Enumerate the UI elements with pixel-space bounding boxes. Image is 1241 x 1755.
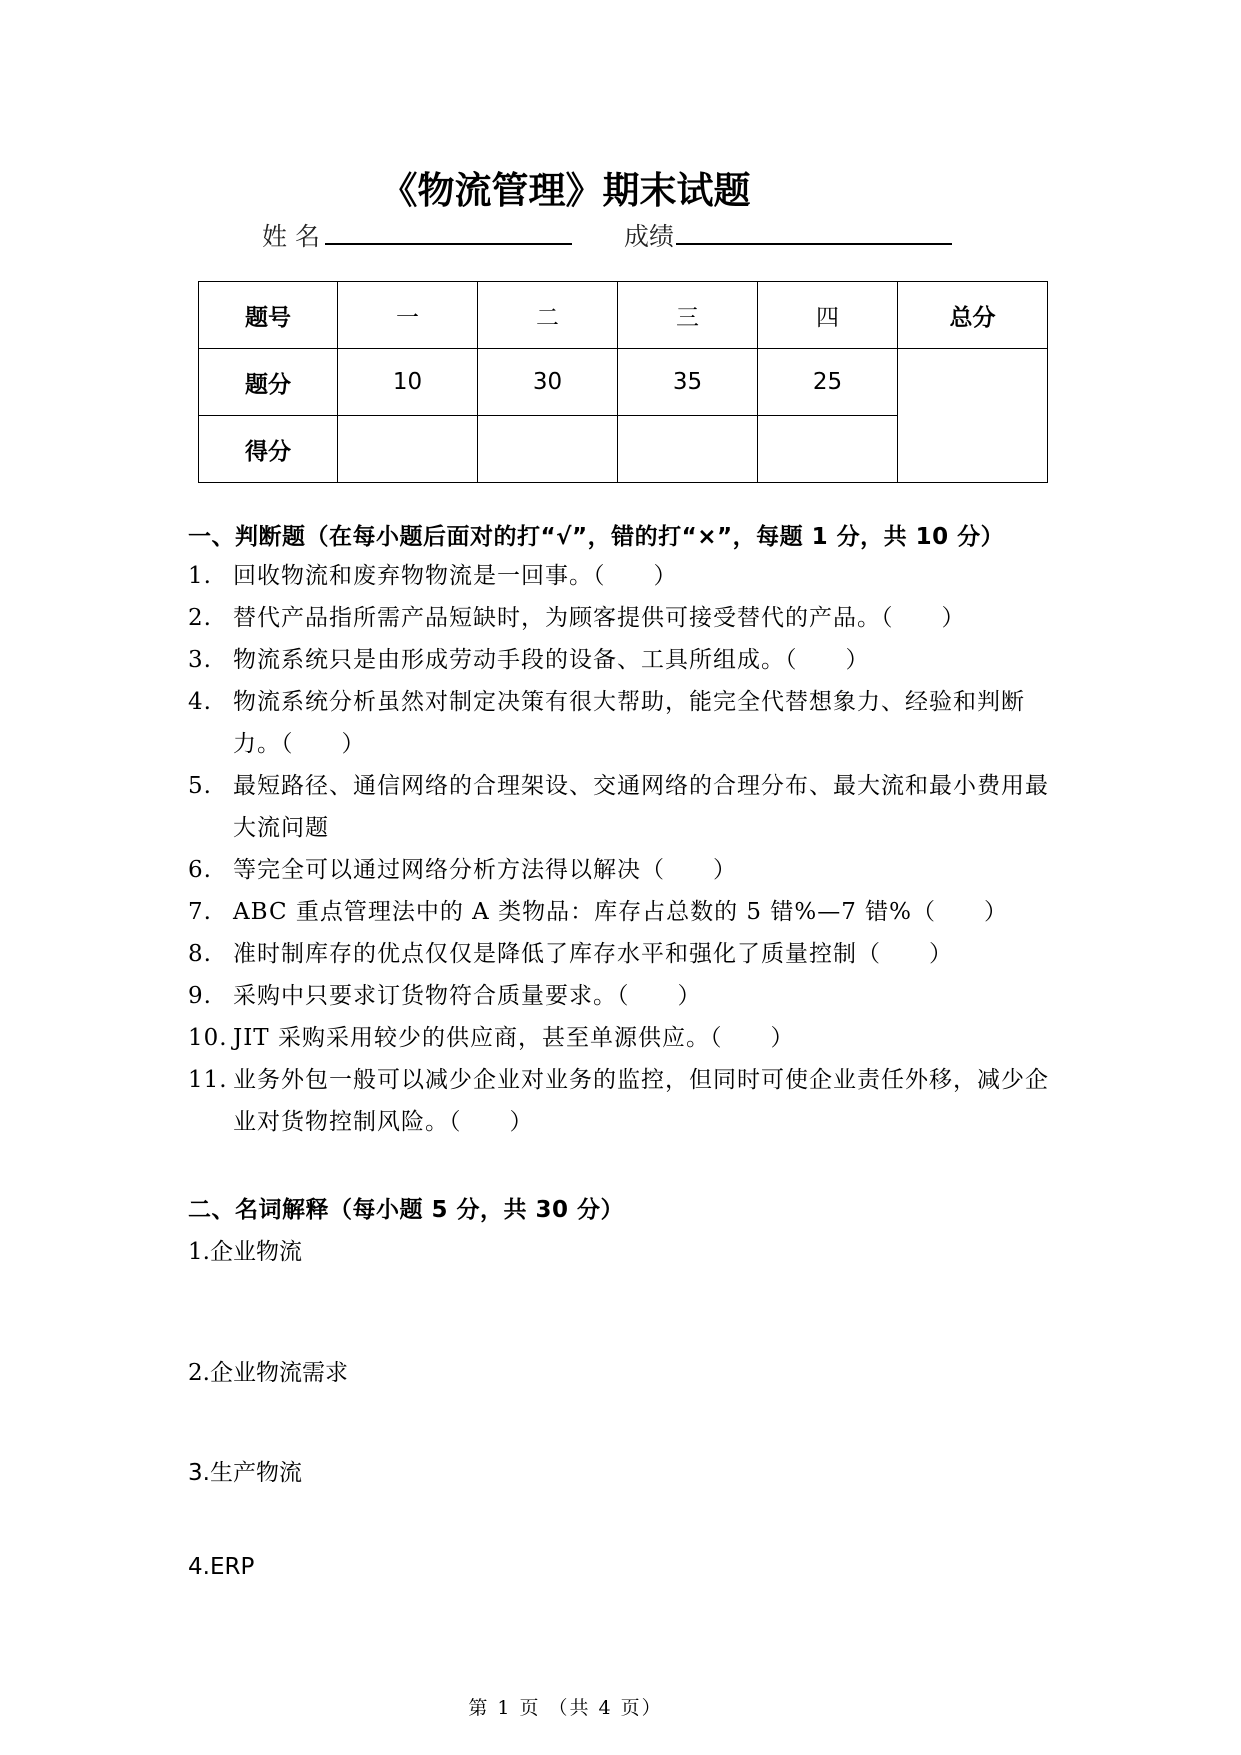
- question-text: 等完全可以通过网络分析方法得以解决（ ）: [233, 857, 737, 883]
- page-footer: 第 1 页 （共 4 页）: [468, 1697, 663, 1719]
- question-number: 1.: [188, 563, 212, 589]
- total-score-cell[interactable]: [898, 349, 1048, 483]
- points-cell-part-4: 25: [758, 349, 898, 416]
- question-text: 准时制库存的优点仅仅是降低了库存水平和强化了质量控制（ ）: [233, 941, 953, 967]
- points-cell-part-2: 30: [478, 349, 618, 416]
- points-cell-part-3: 35: [618, 349, 758, 416]
- score-fill-line[interactable]: [676, 243, 952, 245]
- section-2-heading: 二、名词解释（每小题 5 分，共 30 分）: [188, 1197, 625, 1223]
- question-number: 5.: [188, 773, 212, 799]
- question-item: [188, 1059, 1063, 1143]
- question-item: [188, 933, 1063, 975]
- question-item: [188, 849, 1063, 891]
- question-text: 物流系统只是由形成劳动手段的设备、工具所组成。（ ）: [233, 647, 870, 673]
- question-text: 回收物流和废弃物物流是一回事。（ ）: [233, 563, 678, 589]
- earned-cell-part-4[interactable]: [758, 416, 898, 483]
- question-number: 4.: [188, 689, 212, 715]
- header-cell-part-2: 二: [478, 282, 618, 349]
- header-cell-part-3: 三: [618, 282, 758, 349]
- question-item: [188, 597, 1063, 639]
- section-1-heading: 一、判断题（在每小题后面对的打“√”，错的打“×”，每题 1 分，共 10 分）: [188, 524, 1005, 550]
- question-text: JIT 采购采用较少的供应商，甚至单源供应。（ ）: [233, 1025, 795, 1051]
- earned-cell-part-2[interactable]: [478, 416, 618, 483]
- question-text: 业务外包一般可以减少企业对业务的监控，但同时可使企业责任外移，减少企业对货物控制风险。（ ）: [233, 1067, 1049, 1135]
- question-item: [188, 765, 1063, 849]
- header-cell-part-4: 四: [758, 282, 898, 349]
- earned-row-label: 得分: [199, 416, 338, 483]
- question-item: [188, 891, 1063, 933]
- term-item: 1.企业物流: [188, 1239, 302, 1265]
- question-item: [188, 681, 1063, 765]
- name-label: 姓 名: [262, 222, 320, 251]
- question-number: 9.: [188, 983, 212, 1009]
- score-label: 成绩: [624, 222, 675, 251]
- question-text: 采购中只要求订货物符合质量要求。（ ）: [233, 983, 702, 1009]
- question-number: 3.: [188, 647, 212, 673]
- question-item: [188, 555, 1063, 597]
- header-cell-part-1: 一: [338, 282, 478, 349]
- score-table-points-row: [199, 349, 1048, 416]
- points-row-label: 题分: [199, 349, 338, 416]
- question-number: 7.: [188, 899, 212, 925]
- exam-title: 《物流管理》期末试题: [380, 169, 751, 212]
- score-table-header-row: [199, 282, 1048, 349]
- term-item: 3.生产物流: [188, 1460, 302, 1486]
- term-item: 2.企业物流需求: [188, 1360, 348, 1386]
- question-number: 2.: [188, 605, 212, 631]
- question-text: 物流系统分析虽然对制定决策有很大帮助，能完全代替想象力、经验和判断力。（ ）: [233, 689, 1025, 757]
- question-text: 替代产品指所需产品短缺时，为顾客提供可接受替代的产品。（ ）: [233, 605, 966, 631]
- name-fill-line[interactable]: [325, 243, 572, 245]
- question-number: 8.: [188, 941, 212, 967]
- question-text: ABC 重点管理法中的 A 类物品：库存占总数的 5 错%—7 错%（ ）: [233, 899, 1008, 925]
- term-item: 4.ERP: [188, 1554, 255, 1580]
- question-item: [188, 975, 1063, 1017]
- score-table: [198, 281, 1048, 483]
- earned-cell-part-3[interactable]: [618, 416, 758, 483]
- question-number: 11.: [188, 1067, 228, 1093]
- question-number: 6.: [188, 857, 212, 883]
- header-cell-question-number: 题号: [199, 282, 338, 349]
- points-cell-part-1: 10: [338, 349, 478, 416]
- question-item: [188, 1017, 1063, 1059]
- question-item: [188, 639, 1063, 681]
- question-number: 10.: [188, 1025, 228, 1051]
- question-text: 最短路径、通信网络的合理架设、交通网络的合理分布、最大流和最小费用最大流问题: [233, 773, 1049, 841]
- earned-cell-part-1[interactable]: [338, 416, 478, 483]
- header-cell-total: 总分: [898, 282, 1048, 349]
